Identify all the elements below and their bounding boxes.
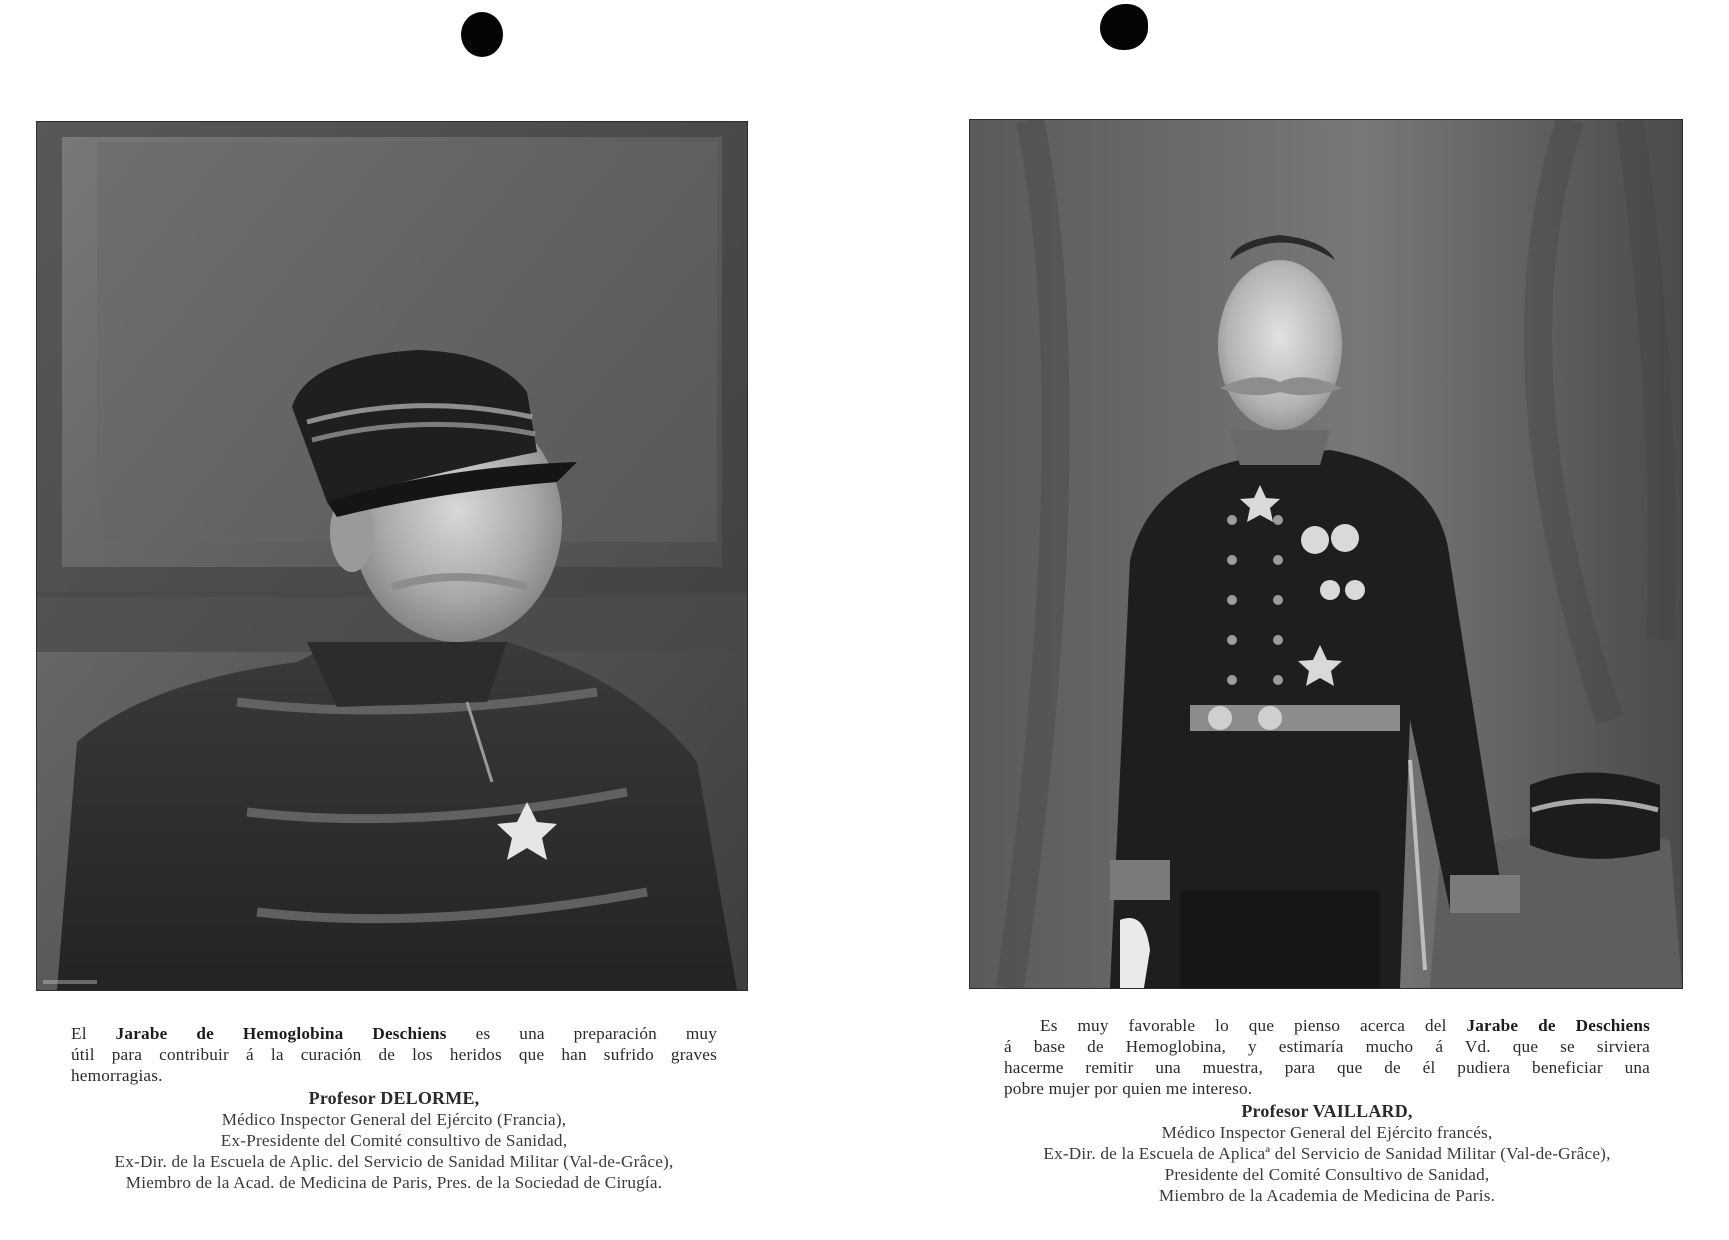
quote-line: El Jarabe de Hemoglobina Deschiens es una preparación muy [71,1024,718,1043]
portrait-photo-vaillard [969,119,1683,989]
title-line: Ex-Dir. de la Escuela de Aplic. del Servicio de Sanidad Militar (Val-de-Grâce), [114,1152,674,1171]
product-name: Jarabe de Deschiens [1466,1016,1650,1035]
portrait-illustration-delorme [37,122,747,990]
caption-vaillard [1004,1015,1650,1206]
product-name: Jarabe de Hemoglobina Deschiens [115,1024,447,1043]
signature-vaillard: Profesor VAILLARD, [1241,1101,1413,1121]
title-line: Médico Inspector General del Ejército francés, [1161,1123,1493,1142]
title-line: Miembro de la Academia de Medicina de Paris. [1158,1186,1496,1205]
quote-delorme [71,1023,717,1086]
quote-line: hemorragias. [71,1066,163,1085]
caption-delorme [71,1023,717,1193]
quote-line: á base de Hemoglobina, y estimaría mucho á Vd. que se sirviera [1004,1037,1650,1056]
portrait-illustration-vaillard [970,120,1682,988]
punch-hole-right [1100,4,1148,50]
quote-line: útil para contribuir á la curación de los heridos que han sufrido graves [71,1045,717,1064]
title-line: Ex-Dir. de la Escuela de Aplicaª del Servicio de Sanidad Militar (Val-de-Grâce), [1043,1144,1611,1163]
quote-line: pobre mujer por quien me intereso. [1004,1079,1253,1098]
title-line: Miembro de la Acad. de Medicina de Paris, Pres. de la Sociedad de Cirugía. [125,1173,663,1192]
title-line: Médico Inspector General del Ejército (Francia), [221,1110,567,1129]
title-line: Presidente del Comité Consultivo de Sanidad, [1164,1165,1490,1184]
punch-hole-left [461,12,503,57]
quote-line: hacerme remitir una muestra, para que de él pudiera beneficiar una [1004,1058,1650,1077]
title-line: Ex-Presidente del Comité consultivo de Sanidad, [220,1131,568,1150]
photo-credit-mark [43,980,97,984]
signature-delorme: Profesor DELORME, [308,1088,480,1108]
quote-vaillard [1004,1015,1650,1099]
quote-line: Es muy favorable lo que pienso acerca del Jarabe de Deschiens [1040,1016,1650,1035]
portrait-photo-delorme [36,121,748,991]
